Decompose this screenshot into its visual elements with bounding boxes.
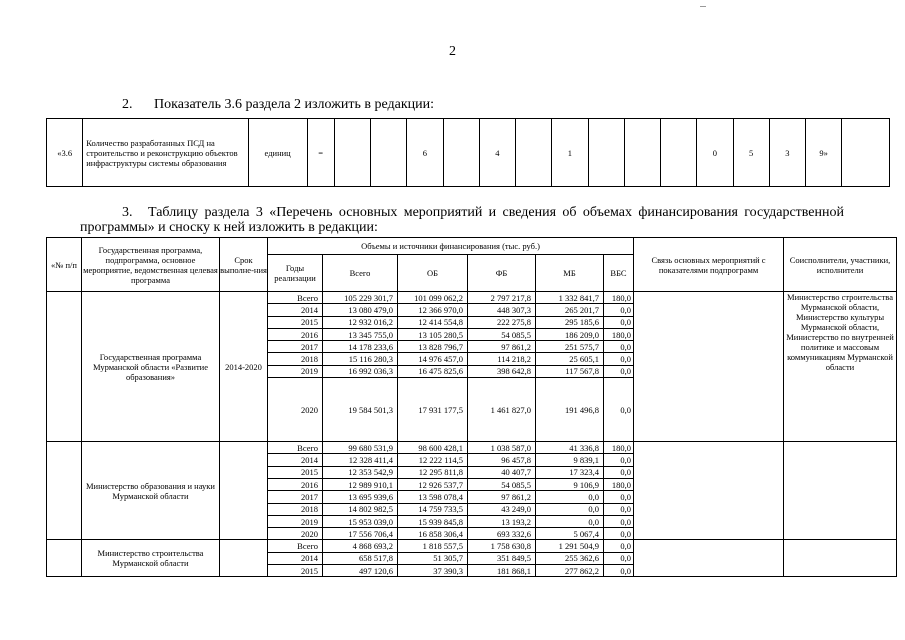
amount-cell: 222 275,8 [468,316,536,328]
year-cell: Всего [268,292,323,304]
amount-cell: 186 209,0 [536,328,604,340]
row-num [47,540,82,577]
amount-cell: 17 323,4 [536,466,604,478]
row-num [47,442,82,540]
year-cell: Всего [268,442,323,454]
indicator-cell [371,119,407,187]
year-cell: 2020 [268,528,323,540]
amount-cell: 1 038 587,0 [468,442,536,454]
amount-cell: 0,0 [604,565,634,577]
year-cell: 2014 [268,552,323,564]
year-cell: 2014 [268,304,323,316]
amount-cell: 0,0 [604,353,634,365]
amount-cell: 13 828 796,7 [398,341,468,353]
amount-cell: 0,0 [604,454,634,466]
year-cell: 2015 [268,466,323,478]
header-num: «№ п/п [47,238,82,292]
amount-cell: 12 414 554,8 [398,316,468,328]
header-ob: ОБ [398,255,468,292]
amount-cell: 448 307,3 [468,304,536,316]
program-name: Государственная программа Мурманской области «Развитие образования» [82,292,220,442]
amount-cell: 1 818 557,5 [398,540,468,552]
link-cell [634,292,784,442]
program-name: Министерство образования и науки Мурманской области [82,442,220,540]
amount-cell: 14 178 233,6 [323,341,398,353]
amount-cell: 16 475 825,6 [398,365,468,377]
amount-cell: 0,0 [604,515,634,527]
amount-cell: 180,0 [604,292,634,304]
indicator-cell [661,119,697,187]
header-row [47,238,897,255]
indicator-row [47,119,890,187]
amount-cell: 105 229 301,7 [323,292,398,304]
program-term [220,540,268,577]
program-term: 2014-2020 [220,292,268,442]
amount-cell: 0,0 [604,491,634,503]
amount-cell: 0,0 [604,466,634,478]
amount-cell: 0,0 [536,503,604,515]
year-cell: 2016 [268,478,323,490]
executors-cell: Министерство строительства Мурманской области, Министерство культуры Мурманской области, Министерство по внутренней политике и массовым коммуникациям Мурманской области [784,292,897,442]
header-vbs: ВБС [604,255,634,292]
header-fb: ФБ [468,255,536,292]
amount-cell: 15 953 039,0 [323,515,398,527]
amount-cell: 398 642,8 [468,365,536,377]
section-2-heading [122,97,434,113]
amount-cell: 251 575,7 [536,341,604,353]
amount-cell: 12 926 537,7 [398,478,468,490]
executors-cell [784,442,897,540]
amount-cell: 351 849,5 [468,552,536,564]
amount-cell: 0,0 [604,528,634,540]
indicator-cell: 4 [479,119,515,187]
amount-cell: 101 099 062,2 [398,292,468,304]
amount-cell: 265 201,7 [536,304,604,316]
year-cell: 2018 [268,353,323,365]
amount-cell: 658 517,8 [323,552,398,564]
amount-cell: 497 120,6 [323,565,398,577]
amount-cell: 0,0 [604,503,634,515]
amount-cell: 97 861,2 [468,341,536,353]
indicator-cell [624,119,660,187]
year-cell: 2020 [268,378,323,442]
amount-cell: 4 868 693,2 [323,540,398,552]
year-cell: 2019 [268,365,323,377]
amount-cell: 0,0 [604,552,634,564]
year-cell: Всего [268,540,323,552]
amount-cell: 13 345 755,0 [323,328,398,340]
indicator-cell: 5 [733,119,769,187]
amount-cell: 0,0 [604,316,634,328]
amount-cell: 13 105 280,5 [398,328,468,340]
amount-cell: 15 939 845,8 [398,515,468,527]
header-years: Годы реализации [268,255,323,292]
amount-cell: 12 222 114,5 [398,454,468,466]
year-cell: 2018 [268,503,323,515]
amount-cell: 295 185,6 [536,316,604,328]
indicator-cell: 1 [552,119,588,187]
indicator-cell: 6 [407,119,443,187]
indicator-cell [334,119,370,187]
amount-cell: 16 992 036,3 [323,365,398,377]
link-cell [634,442,784,540]
amount-cell: 5 067,4 [536,528,604,540]
amount-cell: 0,0 [536,515,604,527]
amount-cell: 114 218,2 [468,353,536,365]
amount-cell: 180,0 [604,328,634,340]
amount-cell: 14 802 982,5 [323,503,398,515]
amount-cell: 1 461 827,0 [468,378,536,442]
amount-cell: 12 932 016,2 [323,316,398,328]
indicator-id: «3.6 [47,119,83,187]
indicator-cell: 0 [697,119,733,187]
indicator-table [46,118,890,187]
amount-cell: 180,0 [604,478,634,490]
amount-cell: 51 305,7 [398,552,468,564]
amount-cell: 14 759 733,5 [398,503,468,515]
amount-cell: 25 605,1 [536,353,604,365]
amount-cell: 9 106,9 [536,478,604,490]
header-mb: МБ [536,255,604,292]
amount-cell: 1 758 630,8 [468,540,536,552]
page-number: 2 [449,44,456,59]
amount-cell: 1 332 841,7 [536,292,604,304]
section-3-heading [80,205,844,235]
header-link: Связь основных мероприятий с показателями подпрограмм [634,238,784,292]
amount-cell: 277 862,2 [536,565,604,577]
amount-cell: 693 332,6 [468,528,536,540]
amount-cell: 54 085,5 [468,328,536,340]
indicator-cell: 9» [806,119,842,187]
amount-cell: 19 584 501,3 [323,378,398,442]
amount-cell: 0,0 [604,341,634,353]
amount-cell: 255 362,6 [536,552,604,564]
amount-cell: 41 336,8 [536,442,604,454]
header-term: Срок выполне-ния [220,238,268,292]
amount-cell: 37 390,3 [398,565,468,577]
financing-table [46,237,897,577]
amount-cell: 191 496,8 [536,378,604,442]
section-3-number: 3. [122,205,133,220]
year-cell: 2017 [268,491,323,503]
amount-cell: 2 797 217,8 [468,292,536,304]
amount-cell: 96 457,8 [468,454,536,466]
amount-cell: 43 249,0 [468,503,536,515]
indicator-cell [588,119,624,187]
indicator-cell [516,119,552,187]
amount-cell: 14 976 457,0 [398,353,468,365]
year-cell: 2016 [268,328,323,340]
section-3-text: Таблицу раздела 3 «Перечень основных мероприятий и сведения об объемах финансирования государственной программы» и сноску к ней изложить в редакции: [80,205,844,235]
amount-cell: 181 868,1 [468,565,536,577]
amount-cell: 12 989 910,1 [323,478,398,490]
executors-cell [784,540,897,577]
program-term [220,442,268,540]
amount-cell: 12 295 811,8 [398,466,468,478]
scan-mark [700,6,706,7]
header-total: Всего [323,255,398,292]
year-cell: 2015 [268,316,323,328]
amount-cell: 0,0 [604,304,634,316]
indicator-cell: 3 [769,119,805,187]
year-cell: 2017 [268,341,323,353]
indicator-unit: единиц [248,119,307,187]
amount-cell: 97 861,2 [468,491,536,503]
header-volumes: Объемы и источники финансирования (тыс. руб.) [268,238,634,255]
amount-cell: 180,0 [604,442,634,454]
amount-cell: 0,0 [536,491,604,503]
table-row [47,540,897,552]
amount-cell: 0,0 [604,378,634,442]
indicator-sign: = [307,119,334,187]
year-cell: 2019 [268,515,323,527]
amount-cell: 13 080 479,0 [323,304,398,316]
header-executors: Соисполнители, участники, исполнители [784,238,897,292]
amount-cell: 0,0 [604,365,634,377]
amount-cell: 0,0 [604,540,634,552]
amount-cell: 117 567,8 [536,365,604,377]
link-cell [634,540,784,577]
amount-cell: 12 353 542,9 [323,466,398,478]
amount-cell: 12 328 411,4 [323,454,398,466]
amount-cell: 40 407,7 [468,466,536,478]
indicator-cell [443,119,479,187]
year-cell: 2015 [268,565,323,577]
amount-cell: 9 839,1 [536,454,604,466]
indicator-cell [842,119,890,187]
amount-cell: 17 556 706,4 [323,528,398,540]
section-2-text: Показатель 3.6 раздела 2 изложить в редакции: [154,97,434,112]
amount-cell: 12 366 970,0 [398,304,468,316]
row-num [47,292,82,442]
amount-cell: 16 858 306,4 [398,528,468,540]
amount-cell: 17 931 177,5 [398,378,468,442]
amount-cell: 13 598 078,4 [398,491,468,503]
indicator-name: Количество разработанных ПСД на строительство и реконструкцию объектов инфраструктуры системы образования [83,119,248,187]
amount-cell: 13 695 939,6 [323,491,398,503]
amount-cell: 98 600 428,1 [398,442,468,454]
amount-cell: 99 680 531,9 [323,442,398,454]
header-program: Государственная программа, подпрограмма, основное мероприятие, ведомственная целевая программа [82,238,220,292]
table-row [47,292,897,304]
table-row [47,442,897,454]
section-2-number: 2. [122,97,133,112]
year-cell: 2014 [268,454,323,466]
program-name: Министерство строительства Мурманской области [82,540,220,577]
amount-cell: 54 085,5 [468,478,536,490]
amount-cell: 13 193,2 [468,515,536,527]
amount-cell: 1 291 504,9 [536,540,604,552]
amount-cell: 15 116 280,3 [323,353,398,365]
